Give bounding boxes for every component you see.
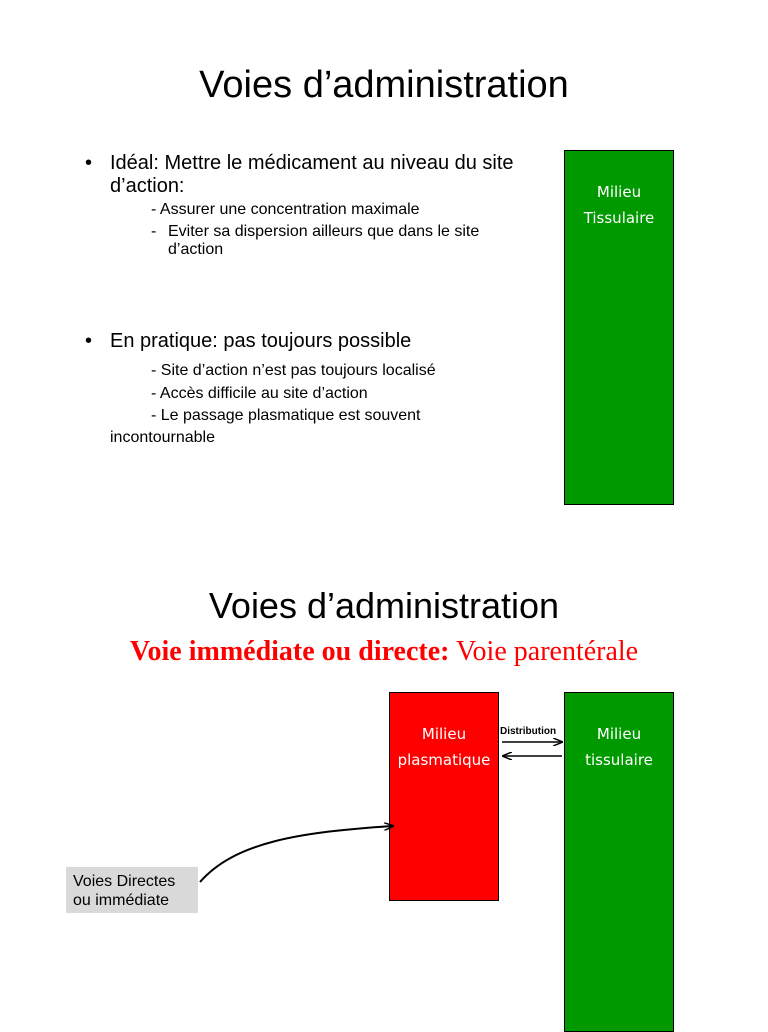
sub-item: Eviter sa dispersion ailleurs que dans le site bbox=[168, 223, 480, 240]
slide1-title: Voies d’administration bbox=[199, 64, 569, 106]
sub-item-dash: - bbox=[151, 223, 157, 240]
injection-arrow bbox=[200, 826, 393, 882]
bullet-ideal-text: Idéal: Mettre le médicament au niveau du site d’action: bbox=[110, 152, 514, 197]
voies-line: Voies Directes bbox=[73, 873, 176, 890]
sub-item: - Le passage plasmatique est souvent bbox=[151, 407, 421, 424]
box-label: Tissulaire bbox=[583, 209, 655, 227]
sub-item: - Accès difficile au site d’action bbox=[151, 385, 368, 402]
box-label: tissulaire bbox=[585, 751, 653, 769]
bullet-dot: • bbox=[85, 330, 93, 352]
subtitle-rest: Voie parentérale bbox=[449, 636, 639, 667]
box-label: Milieu bbox=[596, 183, 642, 201]
sub-item: d’action bbox=[168, 241, 224, 258]
bullet-pratique-text: En pratique: pas toujours possible bbox=[110, 330, 412, 352]
box-label: Milieu bbox=[596, 725, 642, 743]
sub-item: - Assurer une concentration maximale bbox=[151, 201, 420, 218]
bullet-dot: • bbox=[85, 152, 93, 174]
distribution-label: Distribution bbox=[500, 726, 557, 737]
box-label: Milieu bbox=[421, 725, 467, 743]
sub-item: incontournable bbox=[110, 429, 215, 446]
subtitle-bold: Voie immédiate ou directe: bbox=[129, 636, 450, 667]
slide2-title: Voies d’administration bbox=[208, 585, 560, 626]
sub-item: - Site d’action n’est pas toujours localisé bbox=[151, 362, 436, 379]
box-label: plasmatique bbox=[397, 751, 491, 769]
voies-line: ou immédiate bbox=[73, 892, 170, 909]
